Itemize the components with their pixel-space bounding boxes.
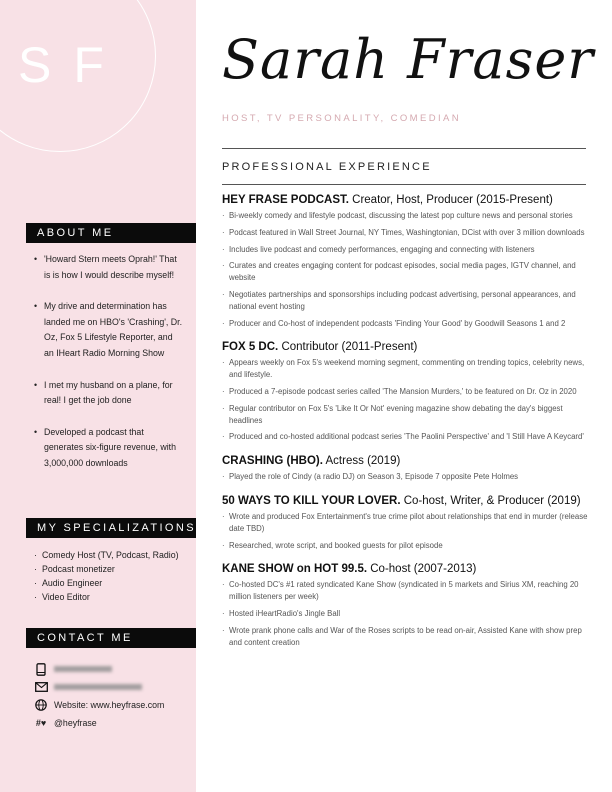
job-dates: (2019) <box>547 494 581 507</box>
sidebar <box>0 0 196 792</box>
website-link[interactable]: Website: www.heyfrase.com <box>54 700 165 710</box>
list-item: • Developed a podcast that generates six-figure revenue, with 3,000,000 downloads <box>34 425 184 472</box>
email-redacted <box>54 684 142 690</box>
contact-email <box>34 678 194 696</box>
job-entry <box>222 563 588 648</box>
job-org: FOX 5 DC. <box>222 341 279 354</box>
job-bullet: · Researched, wrote script, and booked guests for pilot episode <box>222 540 588 552</box>
contact-phone <box>34 660 194 678</box>
job-role: Actress <box>325 455 364 468</box>
contact-list <box>34 660 194 732</box>
list-item: • I met my husband on a plane, for real! I get the job done <box>34 378 184 409</box>
about-list <box>34 252 184 488</box>
job-org: KANE SHOW on HOT 99.5. <box>222 563 368 576</box>
job-header <box>222 341 588 353</box>
experience-list <box>222 194 588 660</box>
job-bullet: · Appears weekly on Fox 5's weekend morning segment, commenting on trending topics, celebrity news, and lifestyle. <box>222 357 588 381</box>
job-dates: (2019) <box>367 455 401 468</box>
job-org: 50 WAYS TO KILL YOUR LOVER. <box>222 494 401 507</box>
list-item: · Audio Engineer <box>34 576 194 590</box>
job-dates: (2011-Present) <box>341 341 418 354</box>
globe-icon <box>34 699 48 711</box>
job-entry <box>222 194 588 329</box>
job-bullet: · Negotiates partnerships and sponsorships including podcast advertising, personal appearances, and national event hosting <box>222 289 588 313</box>
job-bullet: · Podcast featured in Wall Street Journal, NY Times, Washingtonian, DCist with over 3 million downloads <box>222 227 588 239</box>
job-role: Co-host <box>370 563 411 576</box>
job-bullet: · Produced and co-hosted additional podcast series 'The Paolini Perspective' and 'I Still Have A Keycard' <box>222 431 588 443</box>
contact-website[interactable] <box>34 696 194 714</box>
phone-redacted <box>54 666 112 672</box>
specializations-heading: MY SPECIALIZATIONS <box>26 518 196 538</box>
monogram: SF <box>18 37 126 93</box>
list-item: · Video Editor <box>34 590 194 604</box>
candidate-name: Sarah Fraser <box>222 28 595 91</box>
job-bullet: · Wrote and produced Fox Entertainment's true crime pilot about relationships that end in murder (release date TBD) <box>222 511 588 535</box>
about-heading: ABOUT ME <box>26 223 196 243</box>
list-item: · Podcast monetizer <box>34 562 194 576</box>
job-bullet: · Includes live podcast and comedy performances, engaging and connecting with listeners <box>222 244 588 256</box>
job-bullet: · Produced a 7-episode podcast series called 'The Mansion Murders,' to be featured on Dr. Oz in 2020 <box>222 386 588 398</box>
job-bullet: · Hosted iHeartRadio's Jingle Ball <box>222 608 588 620</box>
social-handle[interactable]: @heyfrase <box>54 718 97 728</box>
divider <box>222 184 586 185</box>
job-header <box>222 563 588 575</box>
job-entry <box>222 455 588 483</box>
job-role: Creator, Host, Producer <box>352 194 473 206</box>
contact-heading: CONTACT ME <box>26 628 196 648</box>
job-org: CRASHING (HBO). <box>222 455 323 468</box>
divider <box>222 148 586 149</box>
job-bullet: · Bi-weekly comedy and lifestyle podcast, discussing the latest pop culture news and personal stories <box>222 210 588 222</box>
envelope-icon <box>34 681 48 693</box>
list-item: • 'Howard Stern meets Oprah!' That is is how I would describe myself! <box>34 252 184 283</box>
contact-social[interactable] <box>34 714 194 732</box>
job-bullet: · Producer and Co-host of independent podcasts 'Finding Your Good' by Goodwill Seasons 1 and 2 <box>222 318 588 330</box>
job-entry <box>222 341 588 443</box>
hashtag-heart-icon: #♥ <box>35 718 47 728</box>
job-org: HEY FRASE PODCAST. <box>222 194 349 206</box>
job-bullet: · Co-hosted DC's #1 rated syndicated Kane Show (syndicated in 5 markets and Sirius XM, reaching 20 million listeners per week) <box>222 579 588 603</box>
job-bullet: · Wrote prank phone calls and War of the Roses scripts to be read on-air, Assisted Kane with show prep and content creation <box>222 625 588 649</box>
phone-icon <box>34 663 48 675</box>
list-item: · Comedy Host (TV, Podcast, Radio) <box>34 548 194 562</box>
specializations-list <box>34 548 194 604</box>
job-dates: (2007-2013) <box>413 563 477 576</box>
experience-heading: PROFESSIONAL EXPERIENCE <box>222 161 432 173</box>
job-role: Co-host, Writer, & Producer <box>403 494 545 507</box>
job-role: Contributor <box>281 341 339 354</box>
job-bullet: · Regular contributor on Fox 5's 'Like It Or Not' evening magazine show debating the day's biggest headlines <box>222 403 588 427</box>
job-header <box>222 495 588 507</box>
job-dates: (2015-Present) <box>476 194 553 206</box>
candidate-subtitle: HOST, TV PERSONALITY, COMEDIAN <box>222 113 461 124</box>
job-bullet: · Curates and creates engaging content for podcast episodes, social media pages, IGTV channel, and website <box>222 260 588 284</box>
job-bullet: · Played the role of Cindy (a radio DJ) on Season 3, Episode 7 opposite Pete Holmes <box>222 471 588 483</box>
job-entry <box>222 495 588 551</box>
list-item: • My drive and determination has landed me on HBO's 'Crashing', Dr. Oz, Fox 5 Lifestyle Reporter, and an IHeart Radio Morning Show <box>34 299 184 361</box>
job-header <box>222 194 588 206</box>
job-header <box>222 455 588 467</box>
